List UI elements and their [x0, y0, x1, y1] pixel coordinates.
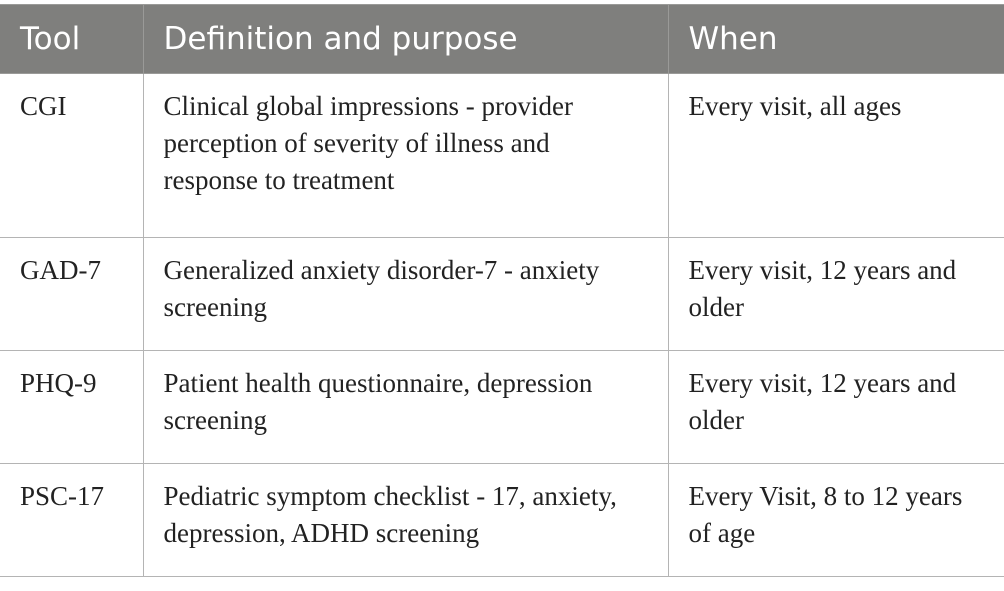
cell-definition: Patient health questionnaire, depression screening — [143, 351, 668, 464]
cell-when: Every visit, 12 years and older — [668, 238, 1004, 351]
table-body — [0, 74, 1004, 577]
table-row — [0, 351, 1004, 464]
table-row — [0, 238, 1004, 351]
screening-tools-table — [0, 4, 1004, 577]
header-definition: Definition and purpose — [143, 5, 668, 74]
cell-definition: Clinical global impressions - provider perception of severity of illness and response to treatment — [143, 74, 668, 238]
header-row — [0, 5, 1004, 74]
cell-tool: PHQ-9 — [0, 351, 143, 464]
cell-definition: Pediatric symptom checklist - 17, anxiety, depression, ADHD screening — [143, 464, 668, 577]
table-header — [0, 5, 1004, 74]
cell-tool: GAD-7 — [0, 238, 143, 351]
cell-tool: PSC-17 — [0, 464, 143, 577]
header-tool: Tool — [0, 5, 143, 74]
cell-tool: CGI — [0, 74, 143, 238]
table-row — [0, 74, 1004, 238]
cell-when: Every Visit, 8 to 12 years of age — [668, 464, 1004, 577]
header-when: When — [668, 5, 1004, 74]
cell-definition: Generalized anxiety disorder-7 - anxiety screening — [143, 238, 668, 351]
table-row — [0, 464, 1004, 577]
cell-when: Every visit, 12 years and older — [668, 351, 1004, 464]
cell-when: Every visit, all ages — [668, 74, 1004, 238]
